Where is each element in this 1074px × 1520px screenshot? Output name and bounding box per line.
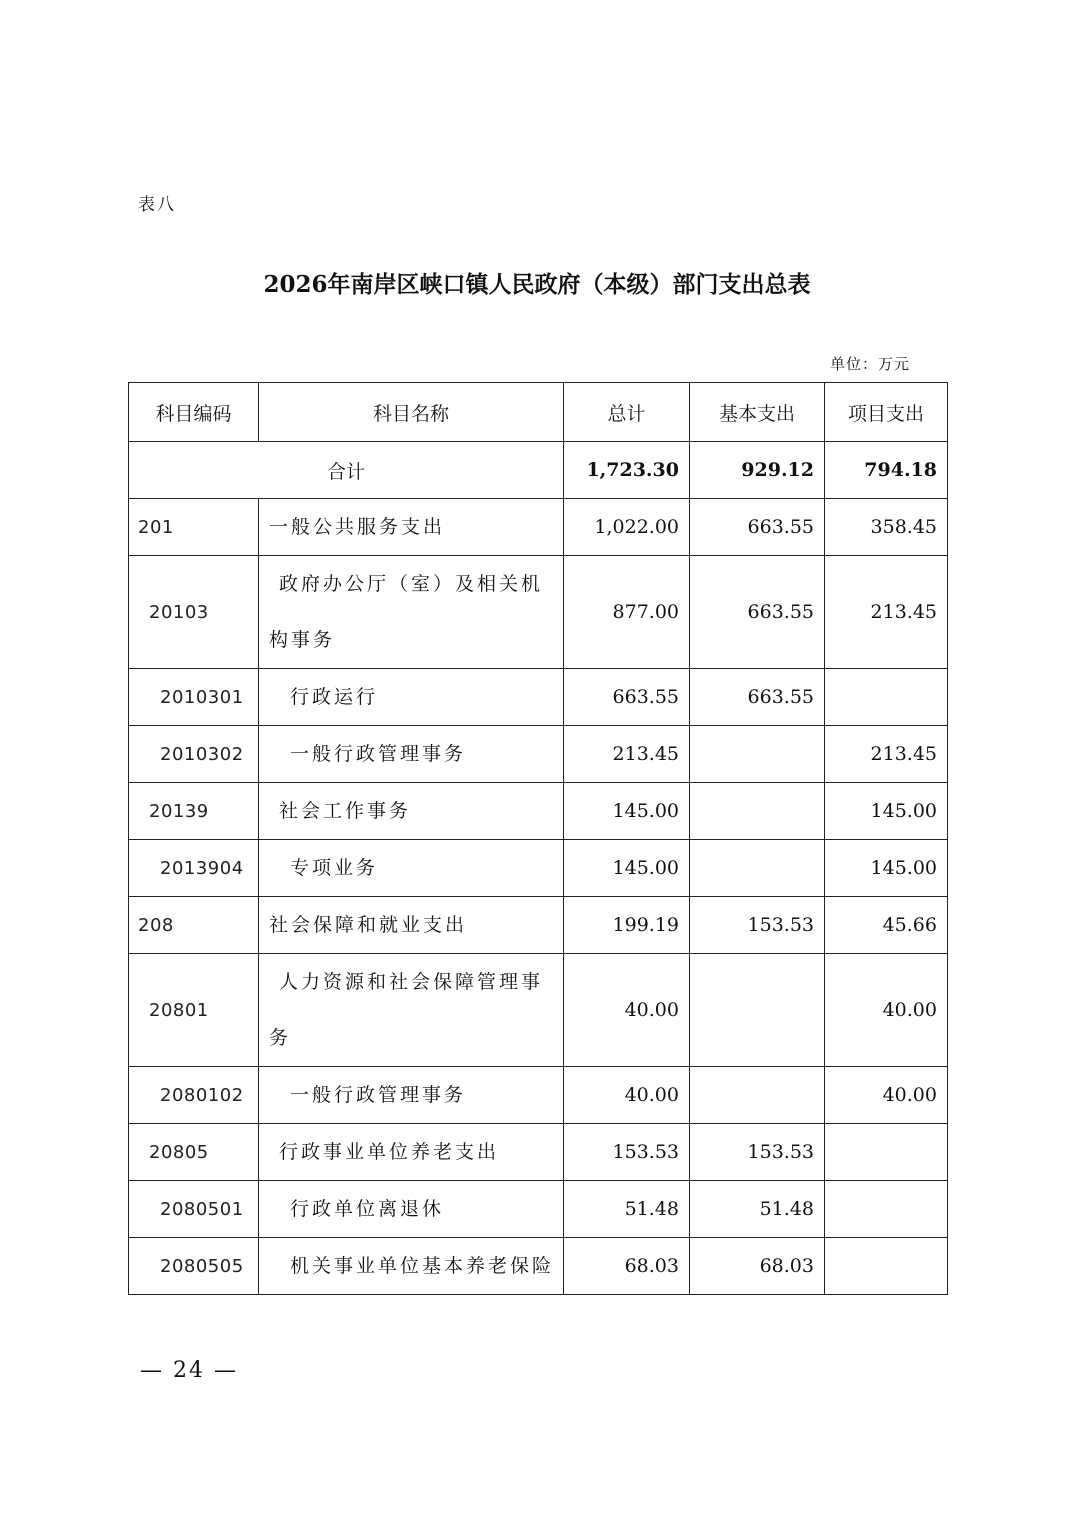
- row-basic: 663.55: [690, 499, 825, 556]
- row-basic: [690, 783, 825, 840]
- row-name: 行政单位离退休: [259, 1181, 564, 1238]
- row-code: 20139: [129, 783, 259, 840]
- row-total: 1,022.00: [564, 499, 690, 556]
- row-total: 213.45: [564, 726, 690, 783]
- row-project: 40.00: [825, 954, 948, 1067]
- row-total: 199.19: [564, 897, 690, 954]
- row-name: 一般行政管理事务: [259, 1067, 564, 1124]
- table-row: [129, 1124, 948, 1181]
- total-project: 794.18: [825, 442, 948, 499]
- row-project: 45.66: [825, 897, 948, 954]
- row-name: 一般行政管理事务: [259, 726, 564, 783]
- column-header-name: 科目名称: [259, 383, 564, 442]
- table-row: [129, 726, 948, 783]
- row-code: 2080505: [129, 1238, 259, 1295]
- row-basic: [690, 1067, 825, 1124]
- row-code: 2013904: [129, 840, 259, 897]
- row-code: 2080501: [129, 1181, 259, 1238]
- row-total: 40.00: [564, 1067, 690, 1124]
- row-total: 153.53: [564, 1124, 690, 1181]
- total-basic: 929.12: [690, 442, 825, 499]
- table-row: [129, 669, 948, 726]
- row-name: 人力资源和社会保障管理事务: [259, 954, 564, 1067]
- table-header-row: [129, 383, 948, 442]
- total-label: 合计: [129, 442, 564, 499]
- table-row: [129, 1181, 948, 1238]
- row-code: 2010302: [129, 726, 259, 783]
- row-basic: [690, 840, 825, 897]
- table-row: [129, 499, 948, 556]
- row-name: 行政运行: [259, 669, 564, 726]
- row-project: [825, 1124, 948, 1181]
- table-label: 表八: [138, 195, 176, 215]
- table-row: [129, 897, 948, 954]
- row-basic: 663.55: [690, 556, 825, 669]
- row-name: 社会工作事务: [259, 783, 564, 840]
- row-code: 208: [129, 897, 259, 954]
- table-row: [129, 1067, 948, 1124]
- row-project: 358.45: [825, 499, 948, 556]
- row-code: 201: [129, 499, 259, 556]
- row-project: 40.00: [825, 1067, 948, 1124]
- row-basic: [690, 954, 825, 1067]
- row-basic: 663.55: [690, 669, 825, 726]
- row-total: 145.00: [564, 840, 690, 897]
- row-code: 2080102: [129, 1067, 259, 1124]
- row-basic: [690, 726, 825, 783]
- table-row: [129, 954, 948, 1067]
- column-header-basic: 基本支出: [690, 383, 825, 442]
- row-total: 877.00: [564, 556, 690, 669]
- row-total: 51.48: [564, 1181, 690, 1238]
- row-basic: 153.53: [690, 1124, 825, 1181]
- row-project: 213.45: [825, 556, 948, 669]
- total-total: 1,723.30: [564, 442, 690, 499]
- row-project: 145.00: [825, 783, 948, 840]
- row-project: [825, 1238, 948, 1295]
- row-project: [825, 669, 948, 726]
- column-header-project: 项目支出: [825, 383, 948, 442]
- row-basic: 68.03: [690, 1238, 825, 1295]
- table-row: [129, 556, 948, 669]
- row-code: 20801: [129, 954, 259, 1067]
- row-name: 一般公共服务支出: [259, 499, 564, 556]
- unit-label: 单位：万元: [830, 355, 911, 373]
- row-name: 机关事业单位基本养老保险: [259, 1238, 564, 1295]
- row-name: 行政事业单位养老支出: [259, 1124, 564, 1181]
- row-total: 40.00: [564, 954, 690, 1067]
- row-name: 专项业务: [259, 840, 564, 897]
- row-total: 145.00: [564, 783, 690, 840]
- row-name: 社会保障和就业支出: [259, 897, 564, 954]
- row-basic: 51.48: [690, 1181, 825, 1238]
- row-project: [825, 1181, 948, 1238]
- row-name: 政府办公厅（室）及相关机构事务: [259, 556, 564, 669]
- table-row: [129, 840, 948, 897]
- row-project: 213.45: [825, 726, 948, 783]
- page-title: 2026年南岸区峡口镇人民政府（本级）部门支出总表: [263, 271, 811, 298]
- row-total: 663.55: [564, 669, 690, 726]
- row-project: 145.00: [825, 840, 948, 897]
- row-basic: 153.53: [690, 897, 825, 954]
- column-header-total: 总计: [564, 383, 690, 442]
- page-number: — 24 —: [140, 1358, 238, 1383]
- row-code: 20805: [129, 1124, 259, 1181]
- row-code: 2010301: [129, 669, 259, 726]
- table-row: [129, 1238, 948, 1295]
- total-row: [129, 442, 948, 499]
- row-code: 20103: [129, 556, 259, 669]
- table-row: [129, 783, 948, 840]
- row-total: 68.03: [564, 1238, 690, 1295]
- column-header-code: 科目编码: [129, 383, 259, 442]
- expense-table: [128, 382, 948, 1295]
